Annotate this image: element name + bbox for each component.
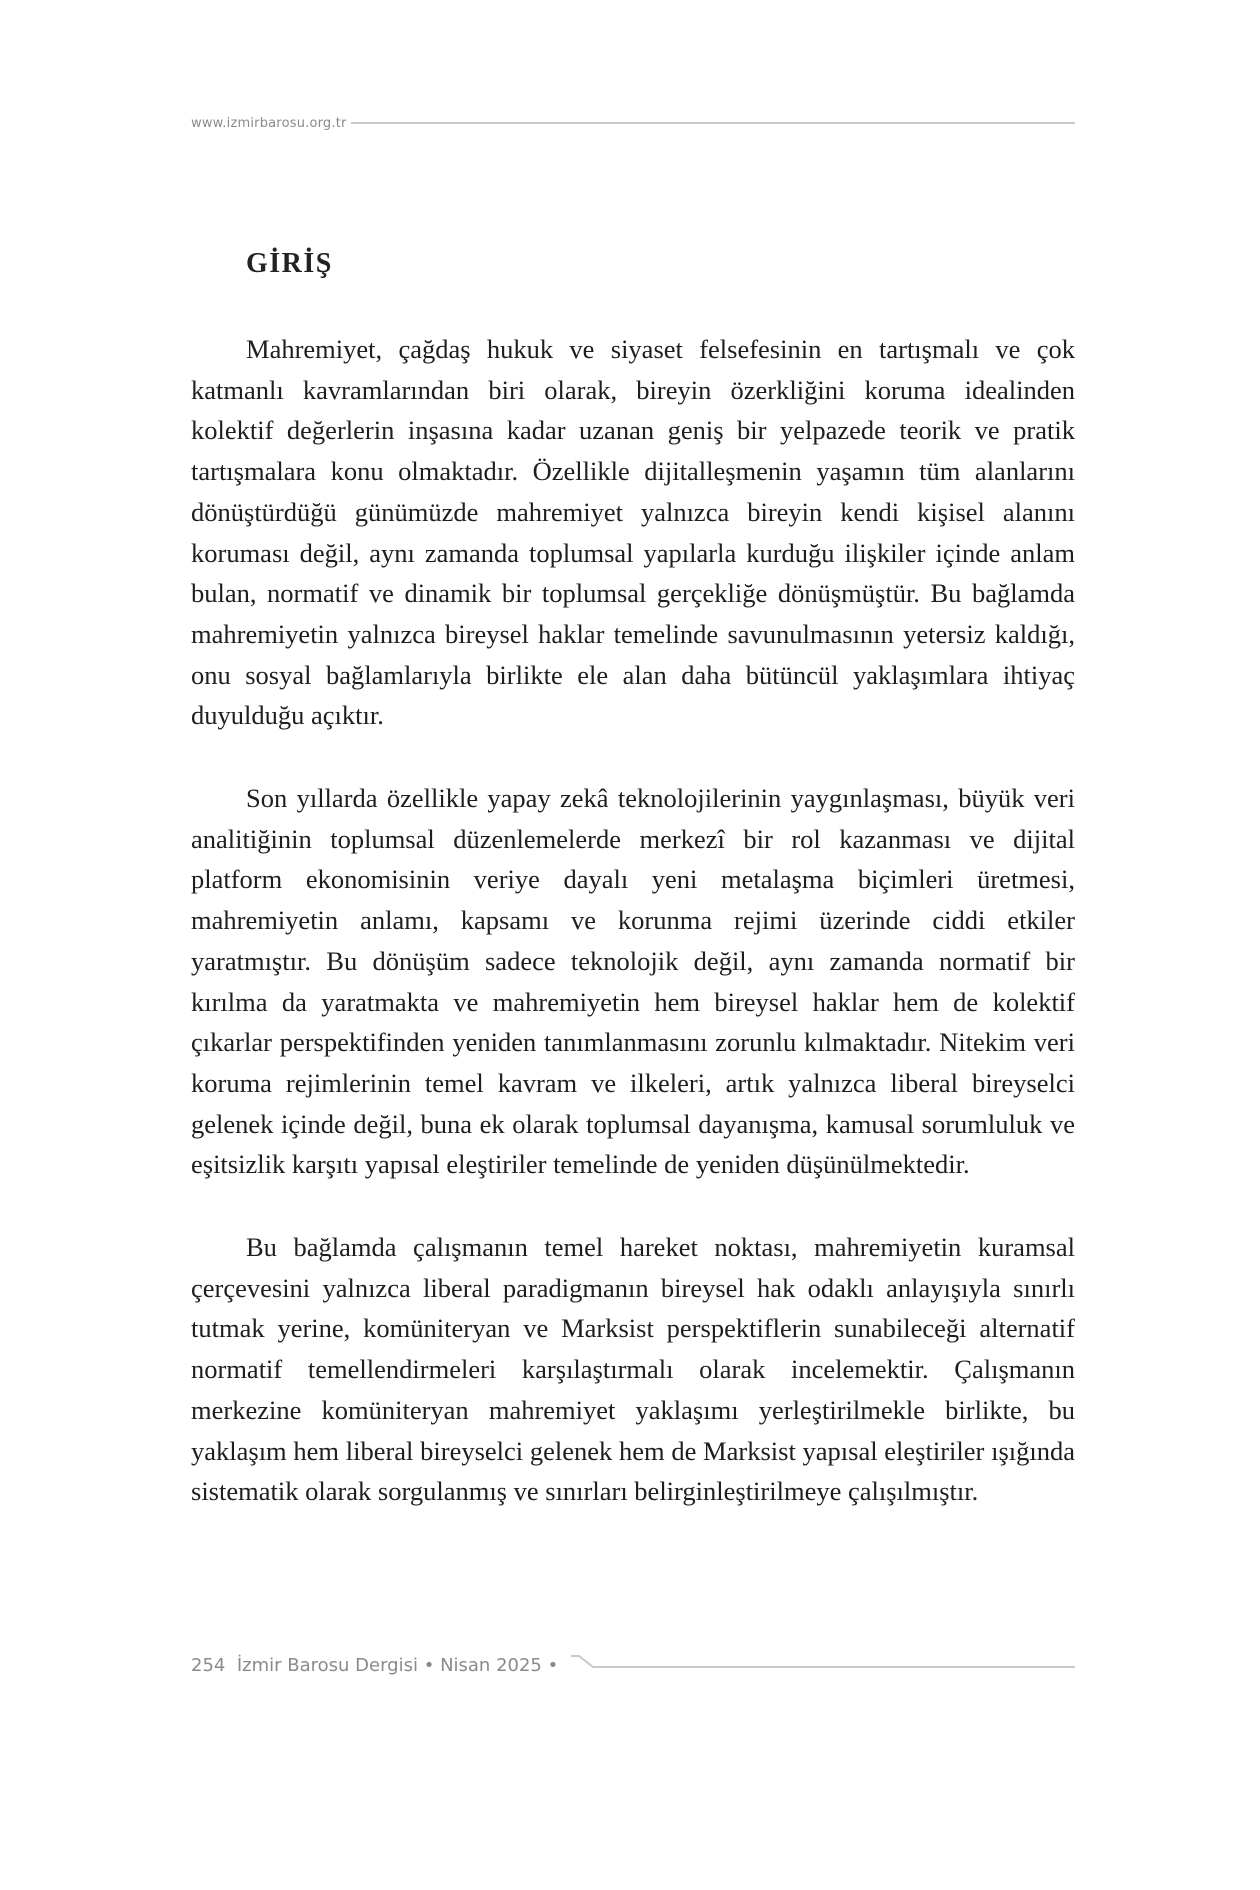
running-footer xyxy=(191,1655,1075,1681)
paragraph-2: Son yıllarda özellikle yapay zekâ teknolojilerinin yaygınlaşması, büyük veri analitiğinin toplumsal düzenlemelerde merkezî bir rol kazanması ve dijital platform ekonomisinin veriye dayalı yeni metalaşma biçimleri üretmesi, mahremiyetin anlamı, kapsamı ve korunma rejimi üzerinde ciddi etkiler yaratmıştır. Bu dönüşüm sadece teknolojik değil, aynı zamanda normatif bir kırılma da yaratmakta ve mahremiyetin hem bireysel haklar hem de kolektif çıkarlar perspektifinden yeniden tanımlanmasını zorunlu kılmaktadır. Nitekim veri koruma rejimlerinin temel kavram ve ilkeleri, artık yalnızca liberal bireyselci gelenek içinde değil, buna ek olarak toplumsal dayanışma, kamusal sorumluluk ve eşitsizlik karşıtı yapısal eleştiriler temelinde de yeniden düşünülmektedir. xyxy=(191,783,1075,1180)
footer-separator: • xyxy=(423,1655,435,1676)
paragraph-3: Bu bağlamda çalışmanın temel hareket noktası, mahremiyetin kuramsal çerçevesini yalnızca liberal paradigmanın bireysel hak odaklı anlayışıyla sınırlı tutmak yerine, komüniteryan ve Marksist perspektiflerin sunabileceği alternatif normatif temellendirmeleri karşılaştırmalı olarak incelemektir. Çalışmanın merkezine komüniteryan mahremiyet yaklaşımı yerleştirilmekle birlikte, bu yaklaşım hem liberal bireyselci gelenek hem de Marksist yapısal eleştiriler ışığında sistematik olarak sorgulanmış ve sınırları belirginleştirilmeye çalışılmıştır. xyxy=(191,1232,1075,1507)
header-url: www.izmirbarosu.org.tr xyxy=(191,115,347,131)
footer-separator-end: • xyxy=(547,1655,559,1676)
paragraph-1: Mahremiyet, çağdaş hukuk ve siyaset felsefesinin en tartışmalı ve çok katmanlı kavramlarından biri olarak, bireyin özerkliğini koruma idealinden kolektif değerlerin inşasına kadar uzanan geniş bir yelpazede teorik ve pratik tartışmalara konu olmaktadır. Özellikle dijitalleşmenin yaşamın tüm alanlarını dönüştürdüğü günümüzde mahremiyet yalnızca bireyin kendi kişisel alanını koruması değil, aynı zamanda toplumsal yapılarla kurduğu ilişkiler içinde anlam bulan, normatif ve dinamik bir toplumsal gerçekliğe dönüşmüştür. Bu bağlamda mahremiyetin yalnızca bireysel haklar temelinde savunulmasının yetersiz kaldığı, onu sosyal bağlamlarıyla birlikte ele alan daha bütüncül yaklaşımlara ihtiyaç duyulduğu açıktır. xyxy=(191,334,1075,731)
section-heading: GİRİŞ xyxy=(246,248,333,279)
header-rule xyxy=(351,122,1075,124)
journal-title: İzmir Barosu Dergisi xyxy=(236,1655,418,1676)
issue-date: Nisan 2025 xyxy=(440,1655,542,1676)
footer-text xyxy=(191,1655,558,1676)
footer-rule xyxy=(571,1655,1075,1675)
page-number: 254 xyxy=(191,1655,226,1676)
article-body xyxy=(191,329,1075,1554)
running-header xyxy=(191,113,1075,133)
